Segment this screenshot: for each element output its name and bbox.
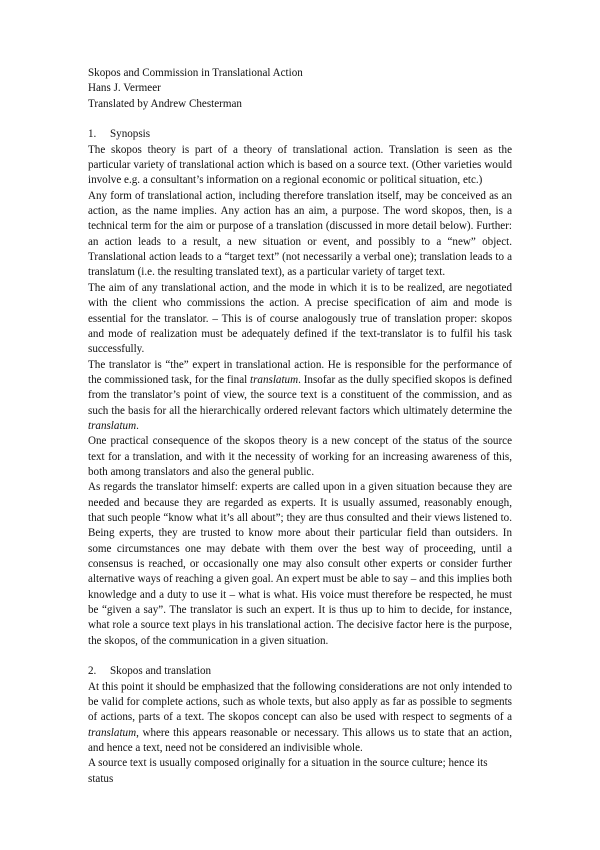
document-translator: Translated by Andrew Chesterman: [88, 97, 242, 110]
section-heading-1: [88, 127, 512, 142]
section-title-2: Skopos and translation: [110, 665, 212, 678]
paragraph: The translator is “the” expert in translational action. He is responsible for the performance of the commissioned task, for the final translatum. Insofar as the dully specified skopos is defined from the translator’s point of view, the source text is a constituent of the commission, and as such the basis for all the hierarchically ordered relevant factors which ultimately determine the translatum.: [88, 358, 512, 432]
paragraph: One practical consequence of the skopos theory is a new concept of the status of the source text for a translation, and with it the necessity of working for an increasing awareness of this, both among translators and also the general public.: [88, 435, 512, 478]
section-number-1: 1.: [88, 128, 97, 141]
paragraph: A source text is usually composed originally for a situation in the source culture; hence its status: [88, 757, 488, 785]
title-block: [88, 66, 512, 112]
document-body: [88, 66, 512, 787]
paragraph: The aim of any translational action, and the mode in which it is to be realized, are negotiated with the client who commissions the action. A precise specification of aim and mode is essential for the translator. – This is of course analogously true of translation proper: skopos and mode of realization must be adequately defined if the text-translator is to fulfil his task successfully.: [88, 281, 512, 356]
paragraph: Any form of translational action, including therefore translation itself, may be conceived as an action, as the name implies. Any action has an aim, a purpose. The word skopos, then, is a technical term for the aim or purpose of a translation (discussed in more detail below). Further: an action leads to a result, a new situation or event, and possibly to a “new” object. Translational action leads to a “target text” (not necessarily a verbal one); translation leads to a translatum (i.e. the resulting translated text), as a particular variety of target text.: [88, 189, 512, 279]
paragraph: As regards the translator himself: experts are called upon in a given situation because they are needed and because they are regarded as experts. It is usually assumed, reasonably enough, that such people “know what it’s all about”; they are thus consulted and their views listened to. Being experts, they are trusted to know more about their particular field than outsiders. In some circumstances one may debate with them over the best way of proceeding, until a consensus is reached, or occasionally one may also consult other experts or consider further alternative ways of reaching a given goal. An expert must be able to say – and this implies both knowledge and a duty to use it – what is what. His voice must therefore be respected, he must be “given a say”. The translator is such an expert. It is thus up to him to decide, for instance, what role a source text plays in his translational action. The decisive factor here is the purpose, the skopos, of the communication in a given situation.: [88, 481, 512, 647]
italic-term-translatum: translatum: [88, 419, 137, 432]
document-title: Skopos and Commission in Translational Action: [88, 67, 303, 79]
blank-line-1: [88, 112, 512, 127]
paragraph: At this point it should be emphasized that the following considerations are not only intended to be valid for complete actions, such as whole texts, but also apply as far as possible to segments of actions, parts of a text. The skopos concept can also be used with respect to segments of a translatum, where this appears reasonable or necessary. This allows us to state that an action, and hence a text, need not be considered an indivisible whole.: [88, 680, 512, 755]
section-number-2: 2.: [88, 665, 97, 678]
section-heading-2: [88, 664, 512, 679]
section-title-1: Synopsis: [110, 128, 151, 141]
italic-term-translatum: translatum: [250, 373, 299, 386]
paragraph: The skopos theory is part of a theory of translational action. Translation is seen as the particular variety of translational action which is based on a source text. (Other varieties would involve e.g. a consultant’s information on a regional economic or political situation, etc.): [88, 143, 512, 187]
italic-term-translatum: translatum: [88, 726, 137, 739]
blank-line-2: [88, 649, 512, 664]
document-author: Hans J. Vermeer: [88, 82, 161, 95]
